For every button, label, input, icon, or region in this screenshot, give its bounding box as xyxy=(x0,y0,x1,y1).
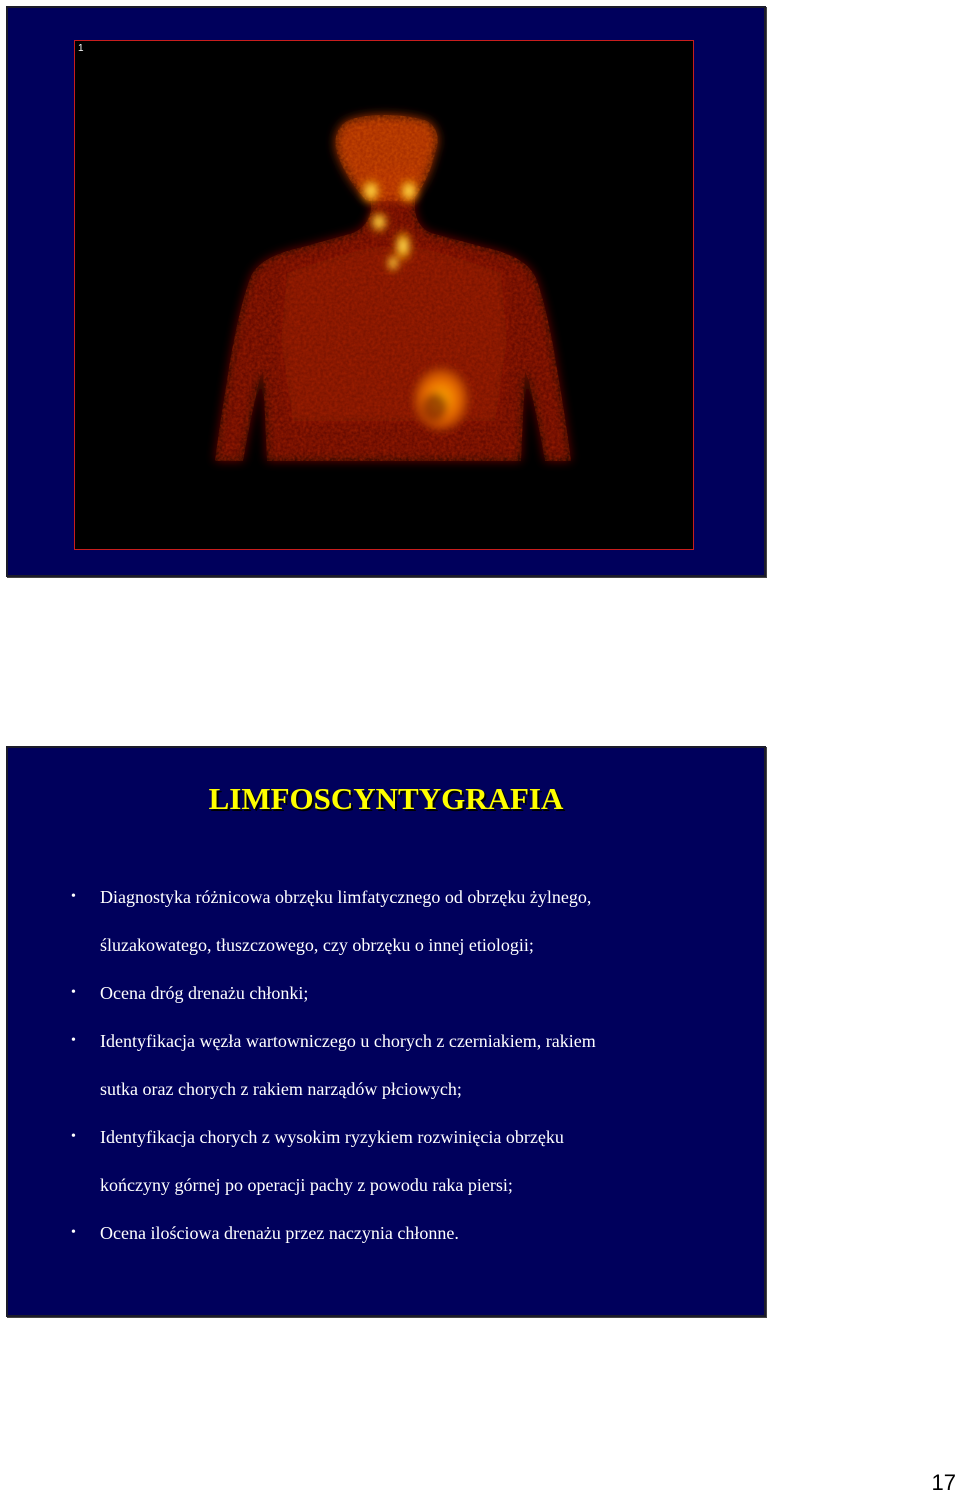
heart-uptake xyxy=(413,367,469,431)
bullet-line: • Diagnostyka różnicowa obrzęku limfatycznego od obrzęku żylnego, xyxy=(100,887,592,907)
scintigraphy-body-scan xyxy=(75,41,693,549)
bullet-item xyxy=(68,1017,688,1113)
slide-title: LIMFOSCYNTYGRAFIA xyxy=(208,781,564,816)
bullet-item xyxy=(68,969,688,1017)
bullet-item xyxy=(68,1209,688,1257)
bullet-line: sutka oraz chorych z rakiem narządów płciowych; xyxy=(100,1079,462,1099)
bullet-line: • Identyfikacja węzła wartowniczego u chorych z czerniakiem, rakiem xyxy=(100,1031,596,1051)
bullet-line: • Ocena ilościowa drenażu przez naczynia chłonne. xyxy=(100,1223,459,1243)
bullet-line: kończyny górnej po operacji pachy z powodu raka piersi; xyxy=(100,1175,513,1195)
scintigraphy-image xyxy=(74,40,694,550)
bullet-item xyxy=(68,873,688,969)
slide-scan-image xyxy=(6,6,766,577)
bullet-line: • Identyfikacja chorych z wysokim ryzykiem rozwinięcia obrzęku xyxy=(100,1127,564,1147)
bullet-item xyxy=(68,1113,688,1209)
slide-limfoscyntygrafia xyxy=(6,746,766,1317)
bullet-list xyxy=(68,873,688,1257)
page-number: 17 xyxy=(931,1470,956,1495)
bullet-line: • Ocena dróg drenażu chłonki; xyxy=(100,983,309,1003)
bullet-line: śluzakowatego, tłuszczowego, czy obrzęku o innej etiologii; xyxy=(100,935,534,955)
scan-index-label: 1 xyxy=(78,43,84,54)
